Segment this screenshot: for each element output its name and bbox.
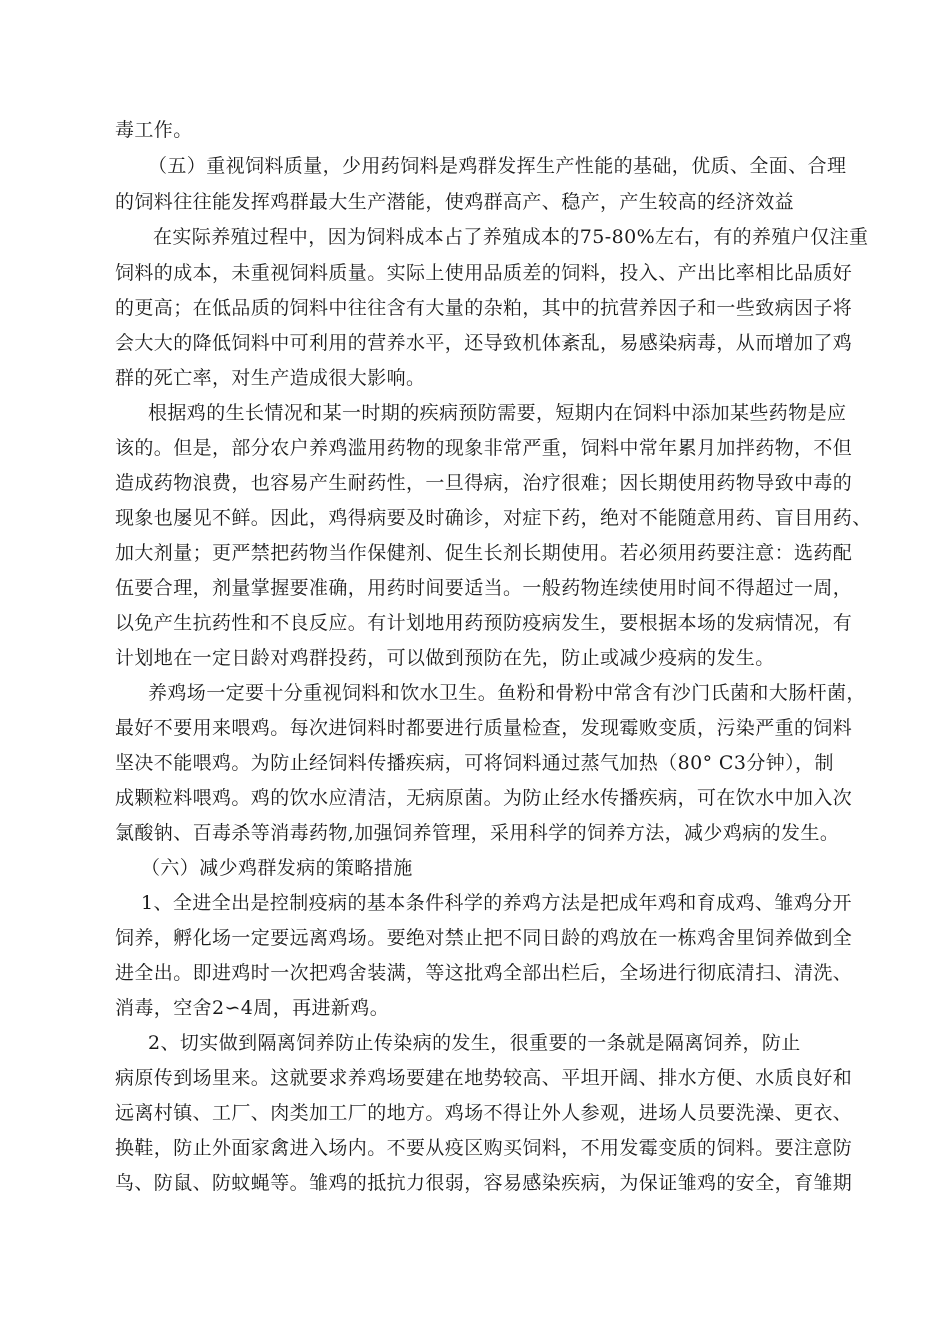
text-line: 坚决不能喂鸡。为防止经饲料传播疾病，可将饲料通过蒸气加热（80° C3分钟），制: [115, 752, 834, 774]
text-line: 在实际养殖过程中，因为饲料成本占了养殖成本的75-80%左右，有的养殖户仅注重: [153, 226, 869, 248]
text-line: 成颗粒料喂鸡。鸡的饮水应清洁，无病原菌。为防止经水传播疾病，可在饮水中加入次: [115, 787, 853, 809]
text-line: 养鸡场一定要十分重视饲料和饮水卫生。鱼粉和骨粉中常含有沙门氏菌和大肠杆菌，: [148, 682, 866, 704]
text-line: 进全出。即进鸡时一次把鸡舍装满，等这批鸡全部出栏后，全场进行彻底清扫、清洗、: [115, 962, 853, 984]
text-line: 最好不要用来喂鸡。每次进饲料时都要进行质量检查，发现霉败变质，污染严重的饲料: [115, 717, 853, 739]
text-line: 远离村镇、工厂、肉类加工厂的地方。鸡场不得让外人参观，进场人员要洗澡、更衣、: [115, 1102, 853, 1124]
text-line: 伍要合理，剂量掌握要准确，用药时间要适当。一般药物连续使用时间不得超过一周，: [115, 577, 853, 599]
text-line: 会大大的降低饲料中可利用的营养水平，还导致机体紊乱，易感染病毒，从而增加了鸡: [115, 332, 853, 354]
text-line: 计划地在一定日龄对鸡群投药，可以做到预防在先，防止或减少疫病的发生。: [115, 647, 775, 669]
section-heading-5: （五）重视饲料质量，少用药饲料是鸡群发挥生产性能的基础，优质、全面、合理: [148, 155, 847, 177]
text-line: 加大剂量；更严禁把药物当作保健剂、促生长剂长期使用。若必须用药要注意：选药配: [115, 542, 853, 564]
text-line: 饲料的成本，未重视饲料质量。实际上使用品质差的饲料，投入、产出比率相比品质好: [115, 262, 853, 284]
text-line: 以免产生抗药性和不良反应。有计划地用药预防疫病发生，要根据本场的发病情况，有: [115, 612, 853, 634]
text-line: 的饲料往往能发挥鸡群最大生产潜能，使鸡群高产、稳产，产生较高的经济效益: [115, 191, 795, 213]
list-item-1: 1、全进全出是控制疫病的基本条件科学的养鸡方法是把成年鸡和育成鸡、雏鸡分开: [141, 892, 852, 914]
text-line: 换鞋，防止外面家禽进入场内。不要从疫区购买饲料，不用发霉变质的饲料。要注意防: [115, 1137, 853, 1159]
text-line: 毒工作。: [115, 119, 193, 141]
text-line: 造成药物浪费，也容易产生耐药性，一旦得病，治疗很难；因长期使用药物导致中毒的: [115, 472, 853, 494]
text-line: 群的死亡率，对生产造成很大影响。: [115, 367, 426, 389]
section-heading-6: （六）减少鸡群发病的策略措施: [141, 857, 413, 879]
text-line: 消毒，空舍2∽4周，再进新鸡。: [115, 997, 390, 1019]
text-line: 鸟、防鼠、防蚊蝇等。雏鸡的抵抗力很弱，容易感染疾病，为保证雏鸡的安全，育雏期: [115, 1172, 853, 1194]
text-line: 病原传到场里来。这就要求养鸡场要建在地势较高、平坦开阔、排水方便、水质良好和: [115, 1067, 853, 1089]
text-line: 根据鸡的生长情况和某一时期的疾病预防需要，短期内在饲料中添加某些药物是应: [148, 402, 847, 424]
text-line: 饲养，孵化场一定要远离鸡场。要绝对禁止把不同日龄的鸡放在一栋鸡舍里饲养做到全: [115, 927, 853, 949]
text-line: 氯酸钠、百毒杀等消毒药物,加强饲养管理，采用科学的饲养方法，减少鸡病的发生。: [115, 822, 840, 844]
text-line: 的更高；在低品质的饲料中往往含有大量的杂粕，其中的抗营养因子和一些致病因子将: [115, 297, 853, 319]
text-line: 该的。但是，部分农户养鸡滥用药物的现象非常严重，饲料中常年累月加拌药物，不但: [115, 437, 853, 459]
text-line: 现象也屡见不鲜。因此，鸡得病要及时确诊，对症下药，绝对不能随意用药、盲目用药、: [115, 507, 872, 529]
list-item-2: 2、切实做到隔离饲养防止传染病的发生，很重要的一条就是隔离饲养，防止: [148, 1032, 801, 1054]
